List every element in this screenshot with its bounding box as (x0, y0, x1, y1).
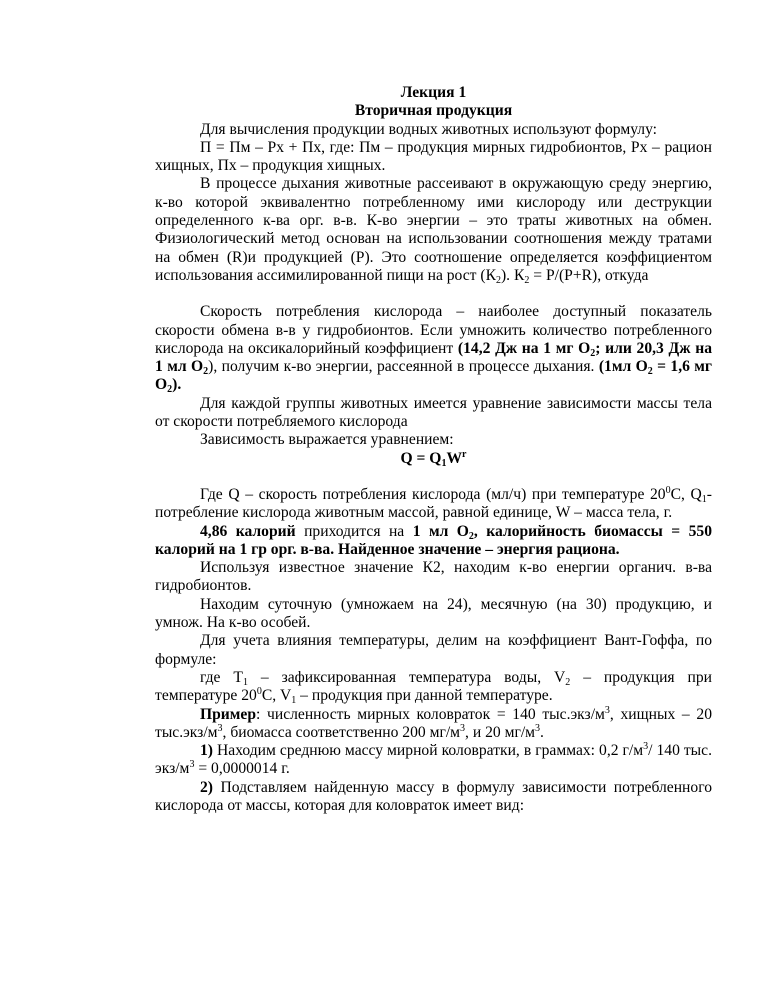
paragraph-oxygen-consumption: Скорость потребления кислорода – наиболее доступный показатель скорости обмена в-в у гидробионтов. Если умножить количество потребленного кислорода на оксикалорийный коэффициент (14,2 Дж на 1 мг $О_2$; или 20,3 Дж на 1 мл $О_2$), получим к-во энергии, рассеянной в процессе дыхания. (1мл $О_2 = 1,6$ мг $О_2$). (155, 303, 713, 396)
paragraph-formula-production: П = Пм – Рх + Пх, где: Пм – продукция мирных гидробионтов, Рх – рацион хищных, Пх – продукция хищных. (155, 138, 712, 175)
paragraph-intro: Для вычисления продукции водных животных используют формулу: (200, 120, 658, 138)
paragraph-mass-dependency: Для каждой группы животных имеется уравнение зависимости массы тела от скорости потребляемого кислорода (155, 394, 712, 431)
equation: $Q = Q_1W^r$ (400, 448, 467, 469)
paragraph-equation-intro: Зависимость выражается уравнением: (200, 431, 454, 449)
paragraph-daily-monthly: Находим суточную (умножаем на 24), месячную (на 30) продукцию, и умнож. На к-во особей. (155, 595, 712, 632)
paragraph-step-2: 2) Подставляем найденную массу в формулу зависимости потребленного кислорода от массы, которая для коловраток имеет вид: (155, 778, 712, 814)
blank-line (155, 468, 712, 486)
blank-line (155, 285, 712, 303)
paragraph-step-1: 1) Находим среднюю массу мирной коловратки, в граммах: 0,2 $г/м^3/$ 140 тыс. экз/$м^3 = 0,0000014$ г. (155, 741, 712, 778)
paragraph-respiration: В процессе дыхания животные рассеивают в окружающую среду энергию, к-во которой эквивалентно потребленному ими кислороду или деструкции определенного к-ва орг. в-в. К-во энергии – это траты животных на обмен. Физиологический метод основан на использовании соотношения между тратами на обмен (R)и продукцией (P). Это соотношение определяется коэффициентом использования ассимилированной пищи на рост $(К_2)$. $К_2 = P/(P+R)$, откуда (155, 175, 712, 286)
document-title: Вторичная продукция (354, 102, 513, 120)
paragraph-calories: 4,86 калорий приходится на 1 мл $О_2$, калорийность биомассы = 550 калорий на 1 гр орг. в-ва. Найденное значение – энергия рациона. (155, 522, 713, 558)
paragraph-vant-hoff: Для учета влияния температуры, делим на коэффициент Вант-Гоффа, по формуле: (155, 632, 712, 668)
lecture-number: Лекция 1 (400, 84, 467, 101)
paragraph-temperature-vars: где $Т_1$ – зафиксированная температура воды, $V_2$ – продукция при температуре $20^0С$, $V_1$ – продукция при данной температуре. (155, 668, 712, 707)
paragraph-definitions: Где Q – скорость потребления кислорода (мл/ч) при температуре $20^0С$, $Q_1-$ потребление кислорода животным массой, равной единице, W – масса тела, г. (155, 484, 712, 522)
paragraph-k2: Используя известное значение К2, находим к-во енергии органич. в-ва гидробионтов. (155, 559, 712, 595)
paragraph-example: Пример: численность мирных коловраток = 140 $тыс.экз/м^3$, хищных – 20 $тыс.экз/м^3$, биомасса соответственно 200 $мг/м^3$, и 20 $мг/м^3$. (155, 704, 712, 741)
